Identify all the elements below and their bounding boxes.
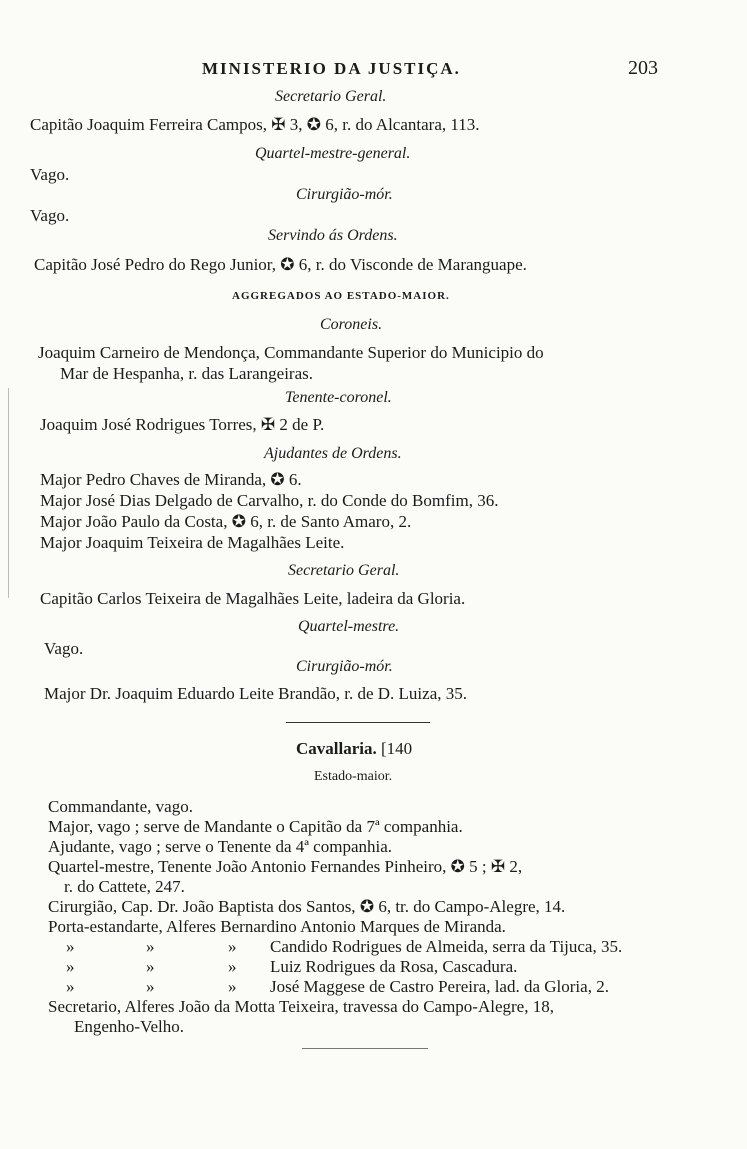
entry-servindo-ordens: Capitão José Pedro do Rego Junior, ✪ 6, r. do Visconde de Maranguape. — [34, 255, 527, 274]
ditto-mark: » — [228, 957, 237, 976]
entry-cirurgiao-mor-aggregados: Major Dr. Joaquim Eduardo Leite Brandão, r. de D. Luiza, 35. — [44, 684, 467, 703]
page-header-title: MINISTERIO DA JUSTIÇA. — [202, 59, 461, 78]
section-title-ajudantes: Ajudantes de Ordens. — [264, 445, 402, 462]
subheading-estado-maior: Estado-maior. — [314, 769, 393, 784]
ditto-mark: » — [66, 977, 75, 996]
cav-row-ajudante: Ajudante, vago ; serve o Tenente da 4ª companhia. — [48, 837, 393, 856]
cav-row-cirurgiao: Cirurgião, Cap. Dr. João Baptista dos Santos, ✪ 6, tr. do Campo-Alegre, 14. — [48, 897, 566, 916]
section-title-coroneis: Coroneis. — [320, 316, 383, 333]
ajudante-row: Major Pedro Chaves de Miranda, ✪ 6. — [40, 470, 302, 489]
ditto-mark: » — [66, 937, 75, 956]
rose-order-icon: ✪ — [359, 897, 375, 916]
section-title-secretario-geral-aggregados: Secretario Geral. — [288, 562, 400, 579]
ditto-mark: » — [146, 977, 155, 996]
cav-row-secretario: Secretario, Alferes João da Motta Teixeira, travessa do Campo-Alegre, 18, — [48, 997, 554, 1016]
cav-row-commandante: Commandante, vago. — [48, 797, 193, 816]
ajudante-row: Major José Dias Delgado de Carvalho, r. do Conde do Bomfim, 36. — [40, 491, 499, 510]
alferes-row: José Maggese de Castro Pereira, lad. da Gloria, 2. — [270, 977, 609, 996]
entry-quartel-mestre-general: Vago. — [30, 165, 70, 184]
closing-divider — [302, 1048, 428, 1049]
ditto-mark: » — [228, 937, 237, 956]
cav-row-quartel-mestre: Quartel-mestre, Tenente João Antonio Fernandes Pinheiro, ✪ 5 ; ✠ 2, — [48, 857, 523, 876]
ajudante-row: Major Joaquim Teixeira de Magalhães Leite. — [40, 533, 345, 552]
section-title-cirurgiao-mor: Cirurgião-mór. — [296, 186, 393, 203]
heading-cavallaria: Cavallaria. [140 — [296, 739, 413, 758]
rose-order-icon: ✪ — [280, 255, 295, 274]
alferes-row: Candido Rodrigues de Almeida, serra da Tijuca, 35. — [270, 937, 623, 956]
ditto-mark: » — [228, 977, 237, 996]
page-number: 203 — [628, 57, 658, 79]
entry-quartel-mestre: Vago. — [44, 639, 84, 658]
margin-rule — [8, 388, 9, 598]
section-title-quartel-mestre-general: Quartel-mestre-general. — [255, 145, 411, 162]
rose-order-icon: ✪ — [270, 470, 285, 489]
cav-row-major: Major, vago ; serve de Mandante o Capitão da 7ª companhia. — [48, 817, 463, 836]
entry-coronel-line-2: Mar de Hespanha, r. das Larangeiras. — [60, 364, 314, 383]
heading-aggregados: AGGREGADOS AO ESTADO-MAIOR. — [232, 290, 450, 302]
entry-tenente-coronel: Joaquim José Rodrigues Torres, ✠ 2 de P. — [40, 415, 325, 434]
ditto-mark: » — [146, 957, 155, 976]
count-label: [140 — [381, 739, 413, 758]
rose-order-icon: ✪ — [306, 115, 322, 134]
ditto-mark: » — [66, 957, 75, 976]
cross-order-icon: ✠ — [271, 115, 286, 134]
ajudante-row: Major João Paulo da Costa, ✪ 6, r. de Santo Amaro, 2. — [40, 512, 412, 531]
entry-cirurgiao-mor: Vago. — [30, 206, 70, 225]
entry-coronel-line-1: Joaquim Carneiro de Mendonça, Commandante Superior do Municipio do — [38, 343, 544, 362]
alferes-row: Luiz Rodrigues da Rosa, Cascadura. — [270, 957, 518, 976]
rose-order-icon: ✪ — [231, 512, 246, 531]
section-title-servindo-ordens: Servindo ás Ordens. — [268, 227, 398, 244]
ditto-mark: » — [146, 937, 155, 956]
section-title-cirurgiao-mor-aggregados: Cirurgião-mór. — [296, 658, 393, 675]
section-divider — [286, 722, 430, 723]
section-title-secretario-geral: Secretario Geral. — [275, 88, 387, 105]
cav-row-porta-estandarte: Porta-estandarte, Alferes Bernardino Antonio Marques de Miranda. — [48, 917, 506, 936]
cross-order-icon: ✠ — [490, 857, 506, 876]
cross-order-icon: ✠ — [260, 415, 276, 434]
cav-row-quartel-mestre-cont: r. do Cattete, 247. — [64, 877, 185, 896]
section-title-tenente-coronel: Tenente-coronel. — [285, 389, 392, 406]
section-title-quartel-mestre: Quartel-mestre. — [298, 618, 400, 635]
rose-order-icon: ✪ — [450, 857, 465, 876]
entry-secretario-geral-aggregados: Capitão Carlos Teixeira de Magalhães Leite, ladeira da Gloria. — [40, 589, 466, 608]
cav-row-secretario-cont: Engenho-Velho. — [74, 1017, 185, 1036]
entry-secretario-geral: Capitão Joaquim Ferreira Campos, ✠ 3, ✪ 6, r. do Alcantara, 113. — [30, 115, 480, 134]
